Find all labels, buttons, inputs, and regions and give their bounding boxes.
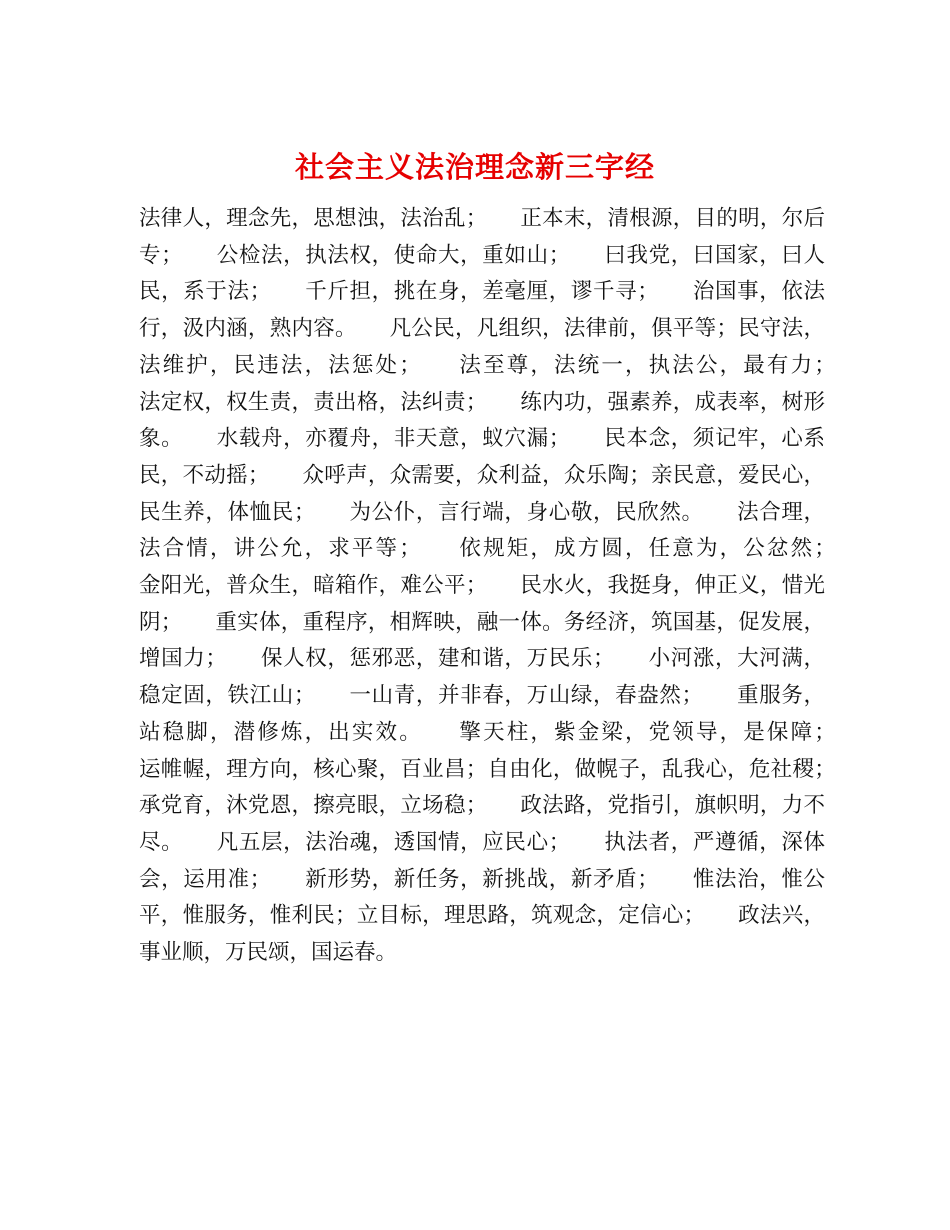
document-title: 社会主义法治理念新三字经	[294, 150, 655, 185]
document-body: 法律人，理念先，思想浊，法治乱； 正本末，清根源，目的明，尔后专； 公检法，执法权，使命大，重如山； 曰我党，曰国家，曰人民，系于法； 千斤担，挑在身，差毫厘，谬千寻； 治国事，依法行，汲内涵，熟内容。 凡公民，凡组织，法律前，俱平等；民守法，法维护，民违法，法惩处； 法至尊，法统一，执法公，最有力； 法定权，权生责，责出格，法纠责； 练内功，强素养，成表率，树形象。 水载舟，亦覆舟，非天意，蚁穴漏； 民本念，须记牢，心系民，不动摇； 众呼声，众需要，众利益，众乐陶；亲民意，爱民心，民生养，体恤民； 为公仆，言行端，身心敬，民欣然。 法合理，法合情，讲公允，求平等； 依规矩，成方圆，任意为，公忿然； 金阳光，普众生，暗箱作，难公平； 民水火，我挺身，伸正义，惜光阴； 重实体，重程序，相辉映，融一体。务经济，筑国基，促发展，增国力； 保人权，惩邪恶，建和谐，万民乐； 小河涨，大河满，稳定固，铁江山； 一山青，并非春，万山绿，春盎然； 重服务，站稳脚，潜修炼，出实效。 擎天柱，紫金梁，党领导，是保障； 运帷幄，理方向，核心聚，百业昌；自由化，做幌子，乱我心，危社稷； 承党育，沐党恩，擦亮眼，立场稳； 政法路，党指引，旗帜明，力不尽。 凡五层，法治魂，透国情，应民心； 执法者，严遵循，深体会，运用准； 新形势，新任务，新挑战，新矛盾； 惟法治，惟公平，惟服务，惟利民；立目标，理思路，筑观念，定信心； 政法兴，事业顺，万民颂，国运春。	[139, 206, 869, 966]
